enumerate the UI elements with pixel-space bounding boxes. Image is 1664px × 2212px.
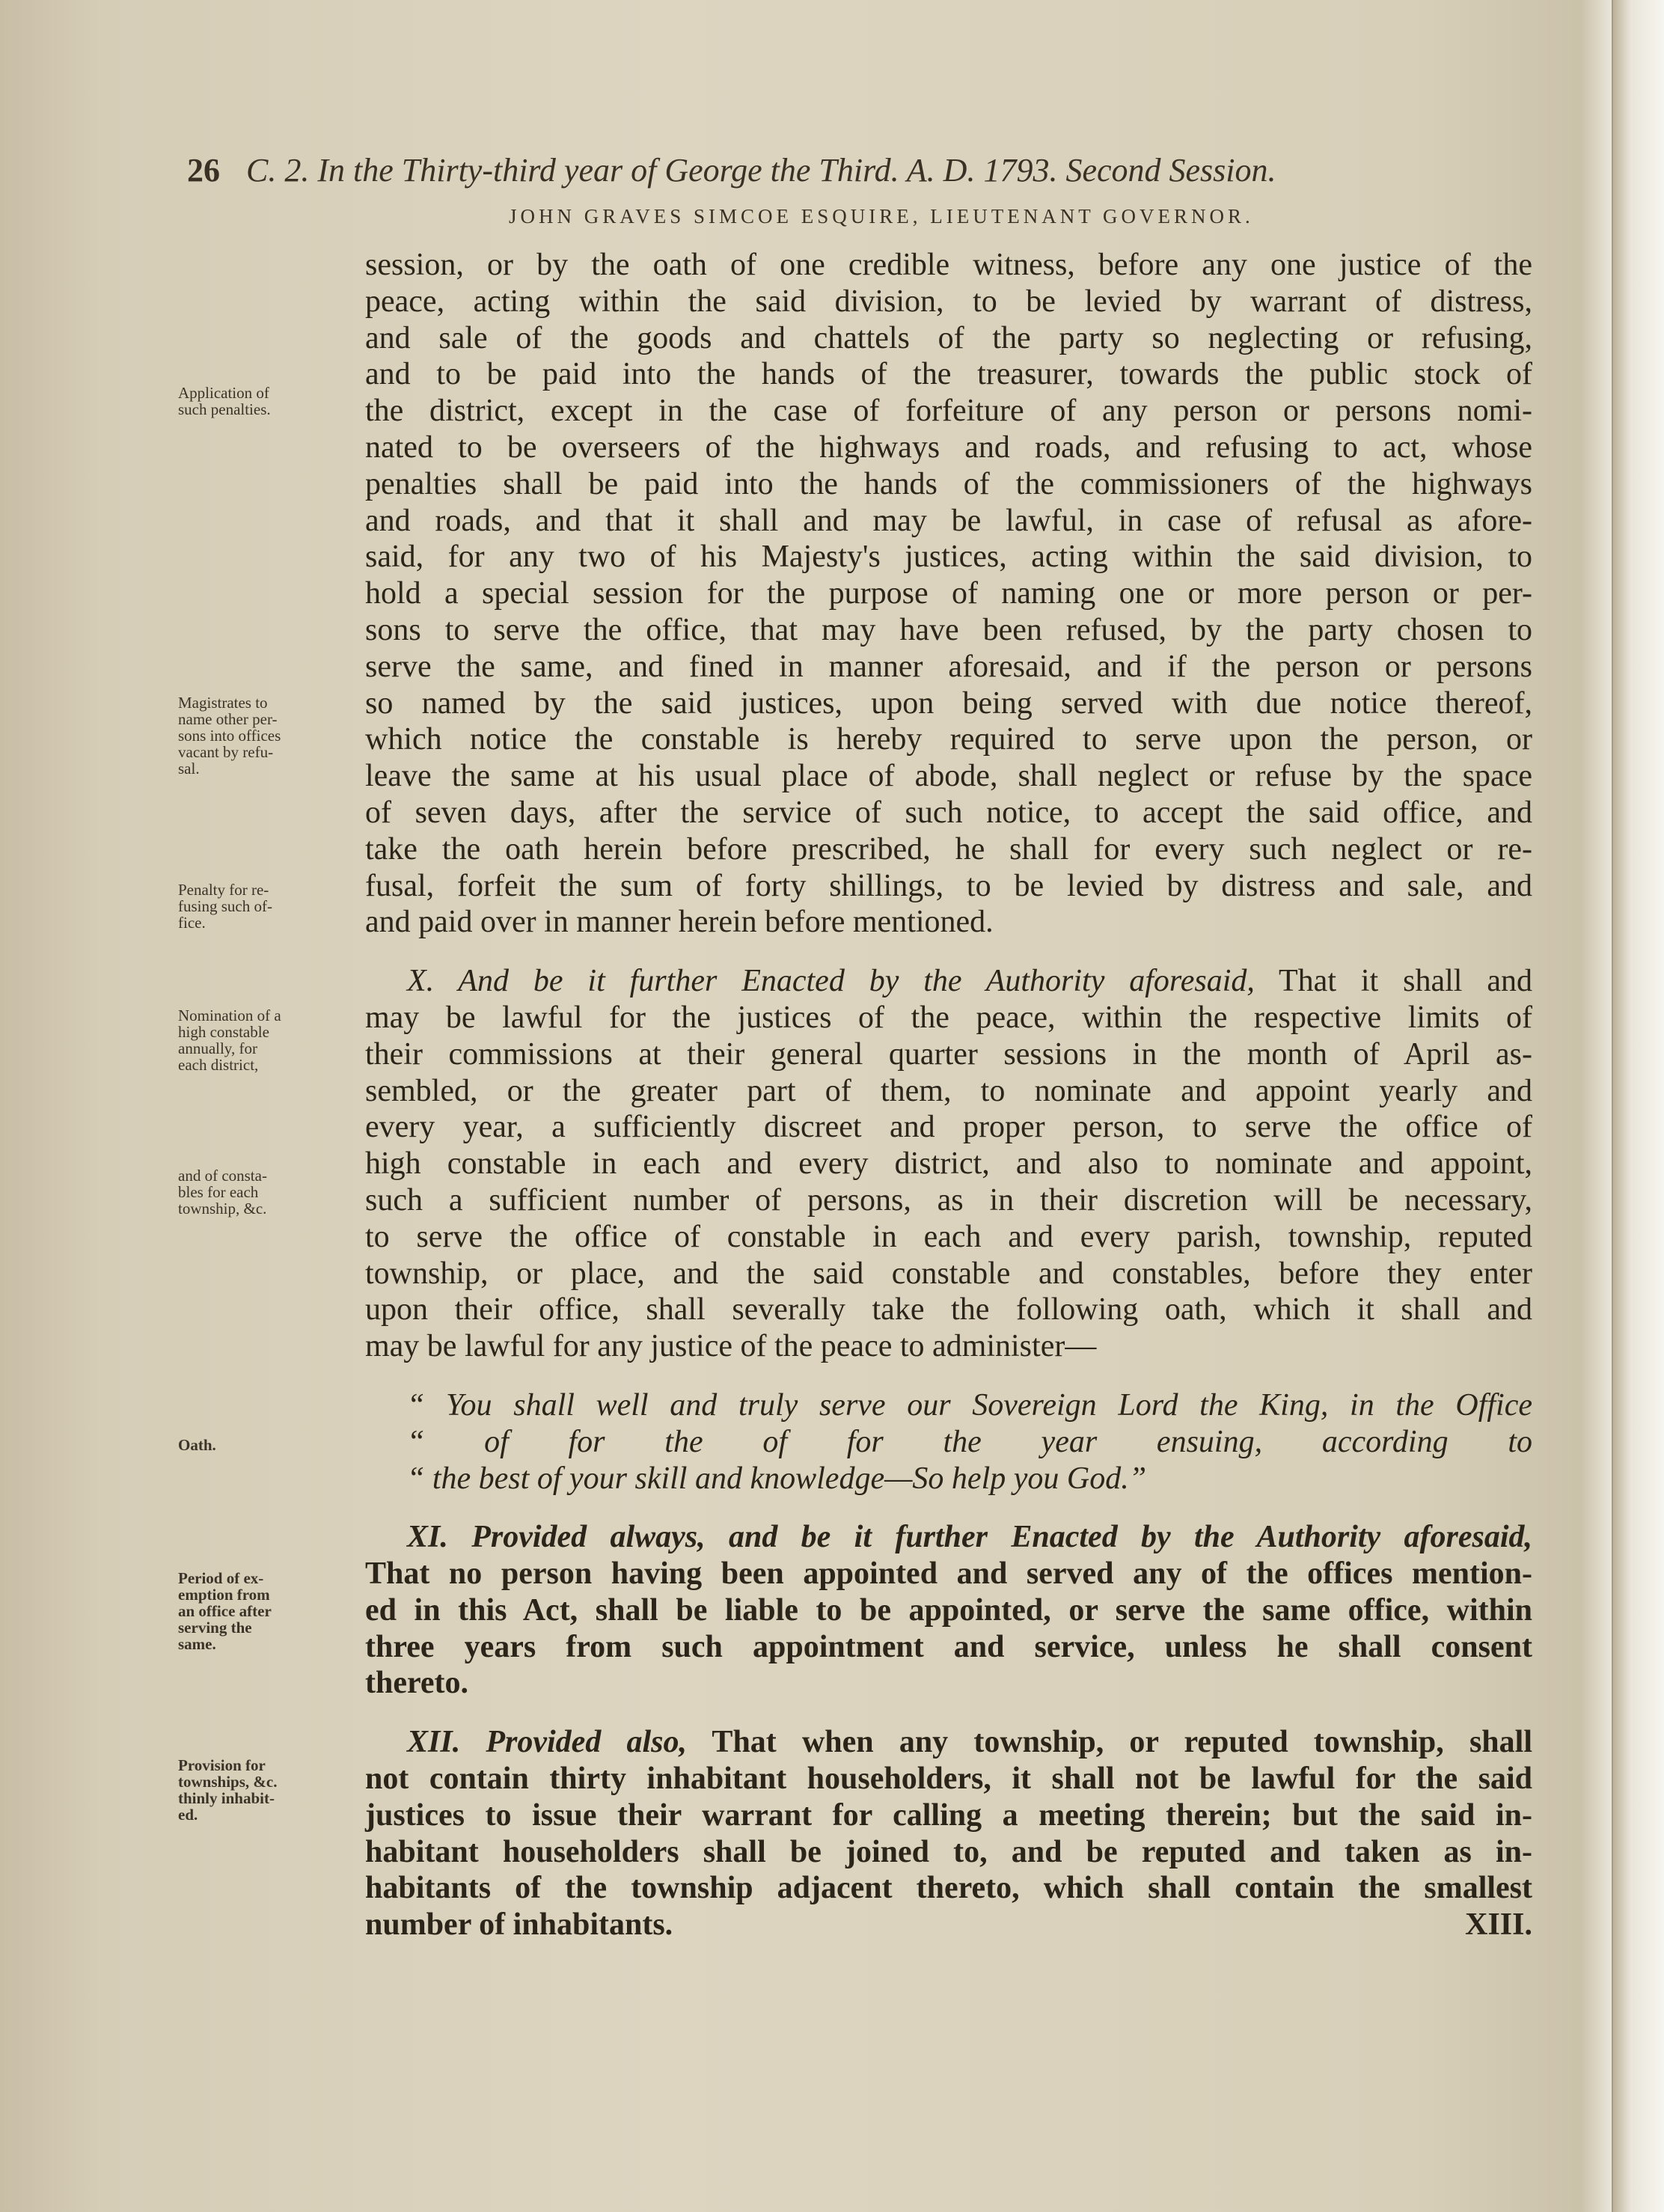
margin-line: serving the (178, 1619, 252, 1637)
text-line: township, or place, and the said constable and constables, before they enter (365, 1256, 1532, 1291)
text-line: justices to issue their warrant for calling a meeting therein; but the said in- (365, 1797, 1532, 1833)
margin-line: sal. (178, 760, 200, 777)
text-line: may be lawful for any justice of the peace to administer— (365, 1329, 1097, 1364)
margin-line: Magistrates to (178, 694, 268, 712)
text-line: upon their office, shall severally take the following oath, which it shall and (365, 1292, 1532, 1327)
text-line: sembled, or the greater part of them, to nominate and appoint yearly and (365, 1073, 1532, 1108)
text-line: may be lawful for the justices of the peace, within the respective limits of (365, 1000, 1532, 1035)
margin-note (178, 694, 365, 777)
text-line: hold a special session for the purpose of naming one or more person or per- (365, 576, 1532, 611)
margin-line: thinly inhabit- (178, 1789, 275, 1807)
paragraph-gap (365, 1702, 1532, 1724)
margin-note (178, 385, 365, 418)
margin-line: name other per- (178, 710, 278, 728)
text-line: serve the same, and fined in manner aforesaid, and if the person or persons (365, 649, 1532, 684)
text-line: fusal, forfeit the sum of forty shillings, to be levied by distress and sale, and (365, 868, 1532, 903)
text-line: and sale of the goods and chattels of the party so neglecting or refusing, (365, 320, 1532, 355)
section-lead: XII. Provided also, (407, 1725, 688, 1760)
text-line: sons to serve the office, that may have been refused, by the party chosen to (365, 612, 1532, 647)
margin-line: an office after (178, 1602, 272, 1620)
oath-line: “ of for the of for the year ensuing, according to (407, 1424, 1532, 1459)
text-line: the district, except in the case of forfeiture of any person or persons nomi- (365, 394, 1532, 429)
text-line: their commissions at their general quarter sessions in the month of April as- (365, 1036, 1532, 1072)
page-number: 26 (187, 152, 220, 189)
text-line: ed in this Act, shall be liable to be appointed, or serve the same office, within (365, 1592, 1532, 1628)
margin-note (178, 1007, 365, 1073)
text-line: and paid over in manner herein before mentioned. (365, 905, 994, 940)
text-line: high constable in each and every district, and also to nominate and appoint, (365, 1146, 1532, 1182)
margin-line: annually, for (178, 1039, 257, 1057)
oath-line: “ the best of your skill and knowledge—So help you God.” (407, 1461, 1147, 1496)
margin-line: Period of ex- (178, 1569, 264, 1587)
text-line: and roads, and that it shall and may be lawful, in case of refusal as afore- (365, 503, 1532, 538)
margin-line: fusing such of- (178, 897, 272, 915)
margin-note (178, 1437, 365, 1453)
margin-note (178, 1167, 365, 1217)
text-line: session, or by the oath of one credible witness, before any one justice of the (365, 248, 1532, 282)
paragraph-gap (365, 1497, 1532, 1519)
margin-line: and of consta- (178, 1167, 267, 1185)
text-line: three years from such appointment and service, unless he shall consent (365, 1629, 1532, 1664)
margin-line: Oath. (178, 1436, 216, 1454)
governor-subtitle: JOHN GRAVES SIMCOE ESQUIRE, LIEUTENANT GOVERNOR. (509, 205, 1254, 227)
running-title: C. 2. In the Thirty-third year of George the Third. A. D. 1793. Second Session. (246, 152, 1276, 189)
margin-line: such penalties. (178, 400, 271, 418)
text-line: habitants of the township adjacent thereto, which shall contain the smallest (365, 1871, 1532, 1906)
text-line: number of inhabitants. (365, 1907, 673, 1943)
page-edge (1612, 0, 1664, 2212)
margin-line: Provision for (178, 1756, 266, 1774)
text-line: take the oath herein before prescribed, he shall for every such neglect or re- (365, 831, 1532, 867)
margin-note (178, 882, 365, 931)
section-xi-heading: XI. Provided always, and be it further Enacted by the Authority aforesaid, (407, 1520, 1532, 1555)
oath-line: “ You shall well and truly serve our Sovereign Lord the King, in the Office (407, 1387, 1532, 1423)
text-line: of seven days, after the service of such notice, to accept the said office, and (365, 795, 1532, 830)
margin-line: Nomination of a (178, 1006, 281, 1024)
margin-line: Application of (178, 384, 269, 402)
paragraph-gap (365, 1365, 1532, 1387)
text-line: habitant householders shall be joined to, and be reputed and taken as in- (365, 1834, 1532, 1869)
text-line: penalties shall be paid into the hands of the commissioners of the highways (365, 466, 1532, 501)
margin-line: ed. (178, 1806, 198, 1824)
text-line: peace, acting within the said division, to be levied by warrant of distress, (365, 284, 1532, 319)
margin-line: same. (178, 1635, 216, 1653)
section-lead: X. And be it further Enacted by the Authority aforesaid, (407, 964, 1255, 999)
margin-line: townships, &c. (178, 1773, 278, 1791)
margin-line: each district, (178, 1056, 259, 1074)
margin-line: bles for each (178, 1183, 259, 1201)
section-xii-heading (365, 1724, 1532, 1761)
text-line: every year, a sufficiently discreet and proper person, to serve the office of (365, 1110, 1532, 1145)
text-line: nated to be overseers of the highways and roads, and refusing to act, whose (365, 430, 1532, 465)
margin-line: Penalty for re- (178, 881, 269, 899)
text-line: thereto. (365, 1666, 468, 1701)
section-tail: That it shall and (1254, 964, 1532, 999)
text-line: which notice the constable is hereby required to serve upon the person, or (365, 722, 1532, 757)
text-line: to serve the office of constable in each and every parish, township, reputed (365, 1219, 1532, 1254)
section-tail: That when any township, or reputed township, shall (687, 1725, 1532, 1760)
paragraph-gap (365, 941, 1532, 963)
margin-note (178, 1757, 365, 1823)
text-line: said, for any two of his Majesty's justices, acting within the said division, to (365, 540, 1532, 575)
margin-line: sons into offices (178, 727, 281, 745)
margin-line: township, &c. (178, 1200, 267, 1217)
margin-line: emption from (178, 1586, 270, 1604)
text-line: leave the same at his usual place of abode, shall neglect or refuse by the space (365, 759, 1532, 794)
margin-note (178, 1570, 365, 1652)
margin-line: high constable (178, 1023, 269, 1041)
body-text (365, 247, 1532, 1943)
text-line: not contain thirty inhabitant householders, it shall not be lawful for the said (365, 1762, 1532, 1797)
text-line: and to be paid into the hands of the treasurer, towards the public stock of (365, 357, 1532, 392)
text-line: so named by the said justices, upon being served with due notice thereof, (365, 685, 1532, 721)
text-line: such a sufficient number of persons, as in their discretion will be necessary, (365, 1182, 1532, 1217)
final-line (365, 1907, 1532, 1943)
running-head (187, 151, 1541, 196)
margin-line: vacant by refu- (178, 743, 274, 761)
text-line: That no person having been appointed and served any of the offices mention- (365, 1556, 1532, 1592)
margin-line: fice. (178, 914, 206, 932)
section-x-heading (365, 963, 1532, 1000)
catchword: XIII. (1465, 1907, 1532, 1943)
